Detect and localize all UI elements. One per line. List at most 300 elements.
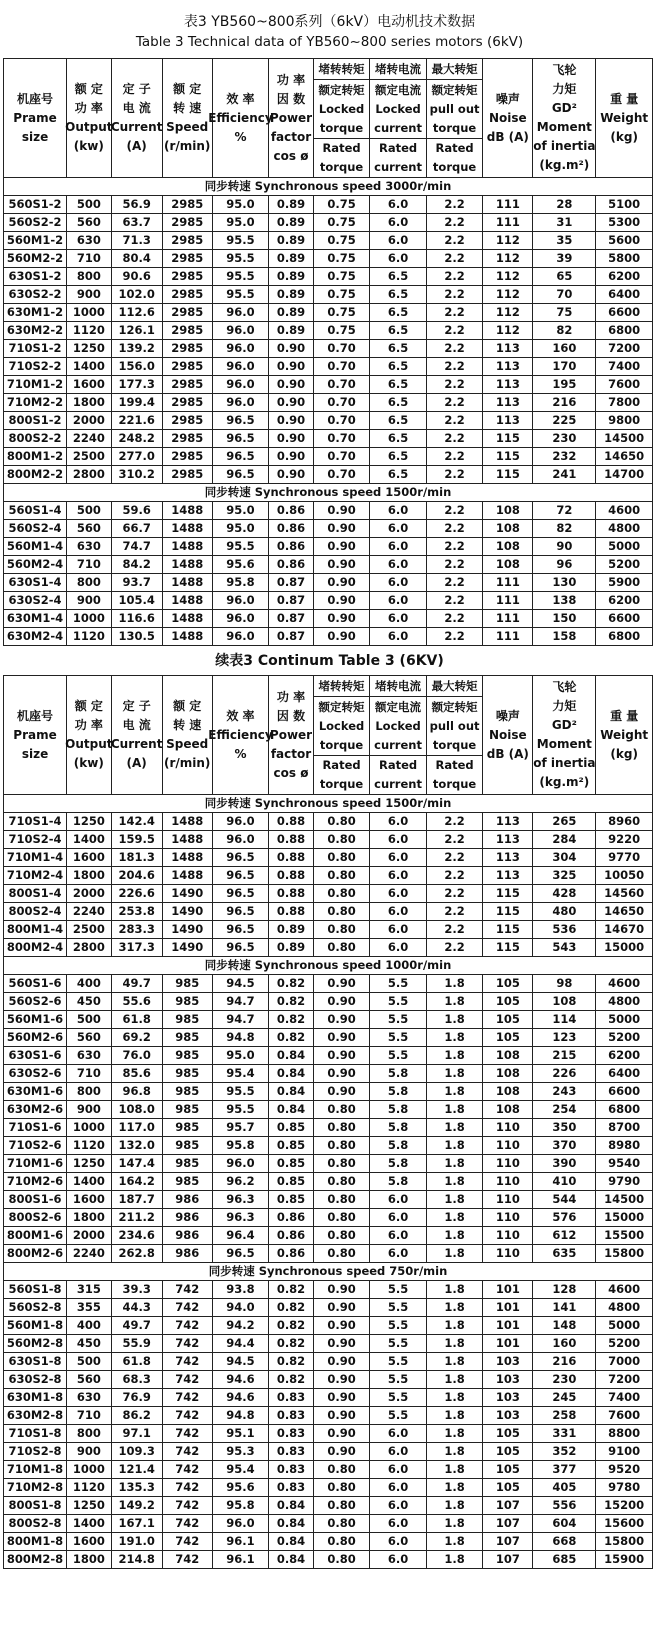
moment-of-inertia-cell: 350 bbox=[533, 1119, 596, 1137]
weight-cell: 4800 bbox=[596, 1299, 653, 1317]
locked-current-ratio-cell: 5.5 bbox=[370, 1407, 427, 1425]
table-row bbox=[4, 1047, 653, 1065]
noise-cell: 110 bbox=[483, 1155, 533, 1173]
pullout-torque-ratio-cell: 2.2 bbox=[426, 520, 483, 538]
noise-cell: 112 bbox=[483, 268, 533, 286]
header-line: torque bbox=[319, 777, 364, 791]
header-line: torque bbox=[319, 120, 364, 135]
locked-current-header bbox=[370, 676, 427, 795]
frame-size-cell: 560M2-2 bbox=[4, 250, 67, 268]
frame-size-cell: 710S2-4 bbox=[4, 831, 67, 849]
efficiency-cell: 95.5 bbox=[212, 1101, 269, 1119]
frame-size-cell: 800S2-6 bbox=[4, 1209, 67, 1227]
current-cell: 55.6 bbox=[111, 993, 162, 1011]
speed-cell: 742 bbox=[162, 1515, 212, 1533]
locked-torque-ratio-cell: 0.75 bbox=[313, 268, 370, 286]
efficiency-cell: 95.0 bbox=[212, 502, 269, 520]
efficiency-cell: 96.2 bbox=[212, 1173, 269, 1191]
weight-cell: 8700 bbox=[596, 1119, 653, 1137]
header-top-label bbox=[427, 676, 483, 696]
header-top-label bbox=[314, 59, 370, 79]
speed-cell: 985 bbox=[162, 1083, 212, 1101]
output-cell: 1250 bbox=[67, 1497, 112, 1515]
moment-of-inertia-cell: 536 bbox=[533, 921, 596, 939]
locked-torque-ratio-cell: 0.90 bbox=[313, 1353, 370, 1371]
header-line: (kg) bbox=[610, 129, 638, 144]
power-factor-cell: 0.83 bbox=[269, 1461, 314, 1479]
power-factor-cell: 0.86 bbox=[269, 502, 314, 520]
table-row bbox=[4, 556, 653, 574]
table-row bbox=[4, 232, 653, 250]
locked-current-ratio-cell: 6.5 bbox=[370, 430, 427, 448]
efficiency-cell: 96.0 bbox=[212, 628, 269, 646]
header-line: 转 速 bbox=[173, 718, 202, 732]
speed-cell: 742 bbox=[162, 1299, 212, 1317]
header-line: Rated bbox=[378, 758, 418, 772]
power-factor-cell: 0.83 bbox=[269, 1389, 314, 1407]
current-cell: 139.2 bbox=[111, 340, 162, 358]
locked-torque-ratio-cell: 0.80 bbox=[313, 1227, 370, 1245]
pullout-torque-ratio-cell: 2.2 bbox=[426, 610, 483, 628]
efficiency-cell: 94.7 bbox=[212, 993, 269, 1011]
output-cell: 1600 bbox=[67, 376, 112, 394]
weight-cell: 9780 bbox=[596, 1479, 653, 1497]
weight-cell: 4600 bbox=[596, 975, 653, 993]
locked-torque-ratio-cell: 0.90 bbox=[313, 1371, 370, 1389]
header-line: (A) bbox=[126, 139, 147, 153]
frame-size-cell: 630S2-8 bbox=[4, 1371, 67, 1389]
speed-cell: 2985 bbox=[162, 466, 212, 484]
power-factor-cell: 0.85 bbox=[269, 1191, 314, 1209]
output-cell: 630 bbox=[67, 1047, 112, 1065]
output-cell: 1600 bbox=[67, 849, 112, 867]
current-cell: 68.3 bbox=[111, 1371, 162, 1389]
output-cell: 2000 bbox=[67, 412, 112, 430]
efficiency-cell: 96.1 bbox=[212, 1533, 269, 1551]
synchronous-speed-label: 同步转速 Synchronous speed 1000r/min bbox=[4, 957, 653, 975]
header-line: 最大转矩 bbox=[431, 61, 478, 76]
table-row bbox=[4, 574, 653, 592]
header-line: 噪声 bbox=[495, 91, 520, 106]
noise-cell: 108 bbox=[483, 520, 533, 538]
noise-cell: 107 bbox=[483, 1497, 533, 1515]
locked-current-ratio-cell: 6.0 bbox=[370, 502, 427, 520]
pullout-torque-ratio-cell: 1.8 bbox=[426, 1101, 483, 1119]
speed-cell: 1488 bbox=[162, 556, 212, 574]
moment-of-inertia-cell: 254 bbox=[533, 1101, 596, 1119]
weight-cell: 6800 bbox=[596, 628, 653, 646]
locked-current-ratio-cell: 6.0 bbox=[370, 939, 427, 957]
frame-size-cell: 800S2-4 bbox=[4, 903, 67, 921]
frame-size-cell: 630S1-4 bbox=[4, 574, 67, 592]
weight-cell: 14670 bbox=[596, 921, 653, 939]
output-cell: 1000 bbox=[67, 304, 112, 322]
power-factor-cell: 0.84 bbox=[269, 1047, 314, 1065]
moment-of-inertia-cell: 70 bbox=[533, 286, 596, 304]
frame-size-cell: 630S2-4 bbox=[4, 592, 67, 610]
efficiency-cell: 96.0 bbox=[212, 610, 269, 628]
header-line: Output bbox=[65, 120, 113, 134]
locked-current-ratio-cell: 6.5 bbox=[370, 448, 427, 466]
noise-cell: 110 bbox=[483, 1209, 533, 1227]
locked-torque-ratio-cell: 0.80 bbox=[313, 939, 370, 957]
output-cell: 2000 bbox=[67, 885, 112, 903]
weight-cell: 6400 bbox=[596, 286, 653, 304]
pullout-torque-ratio-cell: 2.2 bbox=[426, 628, 483, 646]
table-row bbox=[4, 250, 653, 268]
moment-of-inertia-cell: 72 bbox=[533, 502, 596, 520]
efficiency-cell: 95.8 bbox=[212, 574, 269, 592]
table-row bbox=[4, 520, 653, 538]
current-cell: 109.3 bbox=[111, 1443, 162, 1461]
locked-current-header bbox=[370, 59, 427, 178]
power-factor-cell: 0.83 bbox=[269, 1479, 314, 1497]
speed-cell: 2985 bbox=[162, 232, 212, 250]
efficiency-cell: 95.5 bbox=[212, 538, 269, 556]
output-cell: 450 bbox=[67, 993, 112, 1011]
header-line: Locked bbox=[318, 101, 365, 116]
efficiency-cell: 96.5 bbox=[212, 430, 269, 448]
frame-size-cell: 560M2-6 bbox=[4, 1029, 67, 1047]
efficiency-cell: 95.4 bbox=[212, 1065, 269, 1083]
locked-torque-ratio-cell: 0.70 bbox=[313, 466, 370, 484]
moment-of-inertia-cell: 604 bbox=[533, 1515, 596, 1533]
noise-cell: 101 bbox=[483, 1335, 533, 1353]
weight-cell: 14500 bbox=[596, 1191, 653, 1209]
header-line: (kg) bbox=[610, 746, 638, 761]
noise-cell: 108 bbox=[483, 1101, 533, 1119]
current-cell: 121.4 bbox=[111, 1461, 162, 1479]
speed-cell: 1488 bbox=[162, 831, 212, 849]
locked-torque-ratio-cell: 0.90 bbox=[313, 1443, 370, 1461]
current-cell: 310.2 bbox=[111, 466, 162, 484]
header-line: (r/min) bbox=[163, 139, 211, 153]
table-row bbox=[4, 993, 653, 1011]
table-row bbox=[4, 1173, 653, 1191]
header-line: pull out bbox=[429, 718, 480, 733]
efficiency-cell: 96.4 bbox=[212, 1227, 269, 1245]
efficiency-cell: 94.4 bbox=[212, 1335, 269, 1353]
current-cell: 39.3 bbox=[111, 1281, 162, 1299]
weight-cell: 6600 bbox=[596, 1083, 653, 1101]
header-line: 电 流 bbox=[122, 101, 151, 115]
table-row bbox=[4, 1137, 653, 1155]
moment-of-inertia-cell: 243 bbox=[533, 1083, 596, 1101]
weight-cell: 7600 bbox=[596, 376, 653, 394]
output-cell: 710 bbox=[67, 1407, 112, 1425]
locked-torque-ratio-cell: 0.90 bbox=[313, 574, 370, 592]
pullout-torque-ratio-cell: 2.2 bbox=[426, 849, 483, 867]
header-line: 额定转矩 bbox=[318, 699, 365, 714]
output-cell: 1250 bbox=[67, 340, 112, 358]
efficiency-cell: 96.3 bbox=[212, 1209, 269, 1227]
power-factor-cell: 0.84 bbox=[269, 1497, 314, 1515]
table-row bbox=[4, 1533, 653, 1551]
locked-torque-ratio-cell: 0.90 bbox=[313, 993, 370, 1011]
power-factor-cell: 0.90 bbox=[269, 412, 314, 430]
noise-cell: 105 bbox=[483, 1443, 533, 1461]
noise-cell: 115 bbox=[483, 903, 533, 921]
technical-data-table-2 bbox=[3, 675, 653, 1569]
header-line: 飞轮 bbox=[552, 63, 577, 77]
noise-cell: 111 bbox=[483, 196, 533, 214]
speed-cell: 742 bbox=[162, 1389, 212, 1407]
table-row bbox=[4, 1083, 653, 1101]
moment-of-inertia-cell: 148 bbox=[533, 1317, 596, 1335]
speed-cell: 1488 bbox=[162, 628, 212, 646]
current-cell: 149.2 bbox=[111, 1497, 162, 1515]
table-row bbox=[4, 1155, 653, 1173]
header-line: pull out bbox=[429, 101, 480, 116]
header-line: 噪声 bbox=[495, 708, 520, 723]
output-cell: 1000 bbox=[67, 1119, 112, 1137]
current-cell: 226.6 bbox=[111, 885, 162, 903]
current-cell: 61.8 bbox=[111, 1011, 162, 1029]
table-row bbox=[4, 867, 653, 885]
speed-cell: 2985 bbox=[162, 196, 212, 214]
speed-cell: 986 bbox=[162, 1191, 212, 1209]
moment-of-inertia-cell: 576 bbox=[533, 1209, 596, 1227]
pullout-torque-ratio-cell: 1.8 bbox=[426, 1479, 483, 1497]
efficiency-cell: 96.0 bbox=[212, 322, 269, 340]
current-cell: 204.6 bbox=[111, 867, 162, 885]
frame-size-cell: 800M1-4 bbox=[4, 921, 67, 939]
locked-torque-ratio-cell: 0.80 bbox=[313, 1497, 370, 1515]
power-factor-cell: 0.84 bbox=[269, 1515, 314, 1533]
speed-cell: 986 bbox=[162, 1209, 212, 1227]
moment-of-inertia-cell: 195 bbox=[533, 376, 596, 394]
power-factor-cell: 0.82 bbox=[269, 1371, 314, 1389]
header-line: (A) bbox=[126, 756, 147, 770]
pullout-torque-ratio-cell: 2.2 bbox=[426, 448, 483, 466]
efficiency-cell: 96.5 bbox=[212, 885, 269, 903]
weight-cell: 9520 bbox=[596, 1461, 653, 1479]
header-line: 效 率 bbox=[226, 708, 255, 723]
power-factor-cell: 0.82 bbox=[269, 1281, 314, 1299]
moment-of-inertia-cell: 114 bbox=[533, 1011, 596, 1029]
locked-torque-ratio-cell: 0.70 bbox=[313, 358, 370, 376]
speed-cell: 985 bbox=[162, 1065, 212, 1083]
current-cell: 147.4 bbox=[111, 1155, 162, 1173]
header-line: 转 速 bbox=[173, 101, 202, 115]
header-line: Noise bbox=[488, 110, 527, 125]
header-middle-label bbox=[370, 79, 426, 138]
locked-torque-ratio-cell: 0.70 bbox=[313, 430, 370, 448]
locked-torque-ratio-cell: 0.90 bbox=[313, 1389, 370, 1407]
header-line: 力矩 bbox=[552, 82, 577, 96]
power-factor-cell: 0.90 bbox=[269, 448, 314, 466]
power-factor-cell: 0.84 bbox=[269, 1101, 314, 1119]
output-cell: 355 bbox=[67, 1299, 112, 1317]
moment-of-inertia-cell: 410 bbox=[533, 1173, 596, 1191]
output-cell: 315 bbox=[67, 1281, 112, 1299]
frame-size-cell: 710M2-2 bbox=[4, 394, 67, 412]
weight-cell: 8960 bbox=[596, 813, 653, 831]
output-cell: 2500 bbox=[67, 921, 112, 939]
locked-current-ratio-cell: 5.5 bbox=[370, 1317, 427, 1335]
efficiency-cell: 95.5 bbox=[212, 250, 269, 268]
frame-size-cell: 560M2-8 bbox=[4, 1335, 67, 1353]
current-cell: 135.3 bbox=[111, 1479, 162, 1497]
output-cell: 900 bbox=[67, 286, 112, 304]
frame-size-cell: 560S1-4 bbox=[4, 502, 67, 520]
moment-of-inertia-cell: 245 bbox=[533, 1389, 596, 1407]
locked-current-ratio-cell: 5.8 bbox=[370, 1155, 427, 1173]
weight-cell: 4600 bbox=[596, 1281, 653, 1299]
output-cell: 1120 bbox=[67, 1137, 112, 1155]
moment-of-inertia-cell: 225 bbox=[533, 412, 596, 430]
locked-current-ratio-cell: 5.5 bbox=[370, 1299, 427, 1317]
locked-torque-ratio-cell: 0.90 bbox=[313, 1335, 370, 1353]
output-cell: 560 bbox=[67, 520, 112, 538]
table-row bbox=[4, 1119, 653, 1137]
table-row bbox=[4, 903, 653, 921]
locked-current-ratio-cell: 6.0 bbox=[370, 538, 427, 556]
efficiency-cell: 96.0 bbox=[212, 592, 269, 610]
pullout-torque-ratio-cell: 1.8 bbox=[426, 1209, 483, 1227]
speed-cell: 2985 bbox=[162, 448, 212, 466]
locked-torque-ratio-cell: 0.80 bbox=[313, 1461, 370, 1479]
current-cell: 102.0 bbox=[111, 286, 162, 304]
efficiency-cell: 94.5 bbox=[212, 1353, 269, 1371]
current-cell: 76.9 bbox=[111, 1389, 162, 1407]
header-line: (kw) bbox=[73, 139, 104, 153]
current-cell: 234.6 bbox=[111, 1227, 162, 1245]
locked-torque-ratio-cell: 0.90 bbox=[313, 592, 370, 610]
locked-torque-ratio-cell: 0.90 bbox=[313, 975, 370, 993]
current-cell: 55.9 bbox=[111, 1335, 162, 1353]
current-cell: 130.5 bbox=[111, 628, 162, 646]
frame-size-cell: 560M1-2 bbox=[4, 232, 67, 250]
efficiency-cell: 95.0 bbox=[212, 214, 269, 232]
moment-of-inertia-cell: 232 bbox=[533, 448, 596, 466]
weight-cell: 9800 bbox=[596, 412, 653, 430]
frame-size-cell: 630S1-2 bbox=[4, 268, 67, 286]
power-factor-cell: 0.84 bbox=[269, 1533, 314, 1551]
output-cell: 2000 bbox=[67, 1227, 112, 1245]
table-row bbox=[4, 628, 653, 646]
pullout-torque-ratio-cell: 2.2 bbox=[426, 358, 483, 376]
locked-torque-ratio-cell: 0.75 bbox=[313, 304, 370, 322]
pullout-torque-ratio-cell: 1.8 bbox=[426, 1497, 483, 1515]
noise-cell: 103 bbox=[483, 1407, 533, 1425]
moment-of-inertia-cell: 158 bbox=[533, 628, 596, 646]
pullout-torque-ratio-cell: 1.8 bbox=[426, 1083, 483, 1101]
speed-cell: 986 bbox=[162, 1227, 212, 1245]
output-cell: 1400 bbox=[67, 1515, 112, 1533]
header-top-label bbox=[427, 59, 483, 79]
efficiency-cell: 94.7 bbox=[212, 1011, 269, 1029]
locked-current-ratio-cell: 5.8 bbox=[370, 1101, 427, 1119]
power-factor-cell: 0.89 bbox=[269, 921, 314, 939]
locked-current-ratio-cell: 6.0 bbox=[370, 1443, 427, 1461]
noise-cell: 110 bbox=[483, 1173, 533, 1191]
power-factor-cell: 0.82 bbox=[269, 1029, 314, 1047]
table-row bbox=[4, 1479, 653, 1497]
table-row bbox=[4, 376, 653, 394]
power-factor-cell: 0.85 bbox=[269, 1119, 314, 1137]
power-factor-cell: 0.88 bbox=[269, 849, 314, 867]
current-cell: 59.6 bbox=[111, 502, 162, 520]
speed-cell: 986 bbox=[162, 1245, 212, 1263]
moment-of-inertia-cell: 160 bbox=[533, 1335, 596, 1353]
power-factor-cell: 0.89 bbox=[269, 232, 314, 250]
frame-size-cell: 560M2-4 bbox=[4, 556, 67, 574]
weight-cell: 7600 bbox=[596, 1407, 653, 1425]
frame-size-cell: 710M1-6 bbox=[4, 1155, 67, 1173]
header-line: Locked bbox=[375, 101, 421, 116]
weight-header bbox=[596, 59, 653, 178]
header-line: Prame bbox=[13, 110, 57, 125]
speed-cell: 2985 bbox=[162, 250, 212, 268]
locked-torque-ratio-cell: 0.80 bbox=[313, 1191, 370, 1209]
locked-current-ratio-cell: 6.0 bbox=[370, 1227, 427, 1245]
weight-cell: 15800 bbox=[596, 1533, 653, 1551]
efficiency-cell: 94.6 bbox=[212, 1371, 269, 1389]
table-row bbox=[4, 1443, 653, 1461]
pullout-torque-ratio-cell: 1.8 bbox=[426, 1119, 483, 1137]
output-cell: 1600 bbox=[67, 1191, 112, 1209]
current-cell: 277.0 bbox=[111, 448, 162, 466]
noise-cell: 101 bbox=[483, 1281, 533, 1299]
frame-size-cell: 630M1-8 bbox=[4, 1389, 67, 1407]
header-line: Speed bbox=[166, 120, 209, 134]
header-line: 额 定 bbox=[74, 699, 103, 713]
pullout-torque-ratio-cell: 2.2 bbox=[426, 502, 483, 520]
power-factor-cell: 0.88 bbox=[269, 831, 314, 849]
output-cell: 2240 bbox=[67, 903, 112, 921]
weight-cell: 9770 bbox=[596, 849, 653, 867]
locked-current-ratio-cell: 6.0 bbox=[370, 1515, 427, 1533]
header-line: torque bbox=[432, 120, 477, 135]
locked-torque-ratio-cell: 0.75 bbox=[313, 232, 370, 250]
speed-cell: 2985 bbox=[162, 322, 212, 340]
noise-cell: 115 bbox=[483, 885, 533, 903]
speed-cell: 985 bbox=[162, 1173, 212, 1191]
weight-cell: 9790 bbox=[596, 1173, 653, 1191]
power-factor-cell: 0.86 bbox=[269, 520, 314, 538]
header-bottom-label bbox=[370, 755, 426, 794]
table-row bbox=[4, 921, 653, 939]
header-line: 效 率 bbox=[226, 91, 255, 106]
moment-of-inertia-cell: 123 bbox=[533, 1029, 596, 1047]
locked-torque-ratio-cell: 0.90 bbox=[313, 1317, 370, 1335]
speed-cell: 742 bbox=[162, 1479, 212, 1497]
moment-of-inertia-cell: 635 bbox=[533, 1245, 596, 1263]
current-cell: 112.6 bbox=[111, 304, 162, 322]
locked-current-ratio-cell: 6.0 bbox=[370, 1209, 427, 1227]
moment-of-inertia-cell: 325 bbox=[533, 867, 596, 885]
header-line: cos ø bbox=[273, 148, 309, 163]
frame-size-cell: 800S2-2 bbox=[4, 430, 67, 448]
power-factor-cell: 0.82 bbox=[269, 975, 314, 993]
moment-of-inertia-cell: 230 bbox=[533, 430, 596, 448]
pullout-torque-ratio-cell: 2.2 bbox=[426, 556, 483, 574]
header-line: GD² bbox=[551, 101, 577, 115]
pullout-torque-ratio-cell: 2.2 bbox=[426, 813, 483, 831]
moment-of-inertia-cell: 39 bbox=[533, 250, 596, 268]
locked-torque-ratio-cell: 0.80 bbox=[313, 813, 370, 831]
noise-cell: 107 bbox=[483, 1533, 533, 1551]
output-cell: 400 bbox=[67, 1317, 112, 1335]
weight-cell: 15000 bbox=[596, 1209, 653, 1227]
output-cell: 1400 bbox=[67, 831, 112, 849]
pullout-torque-ratio-cell: 1.8 bbox=[426, 1317, 483, 1335]
weight-cell: 9540 bbox=[596, 1155, 653, 1173]
header-line: (kw) bbox=[73, 756, 104, 770]
output-cell: 1000 bbox=[67, 1461, 112, 1479]
speed-cell: 985 bbox=[162, 1101, 212, 1119]
